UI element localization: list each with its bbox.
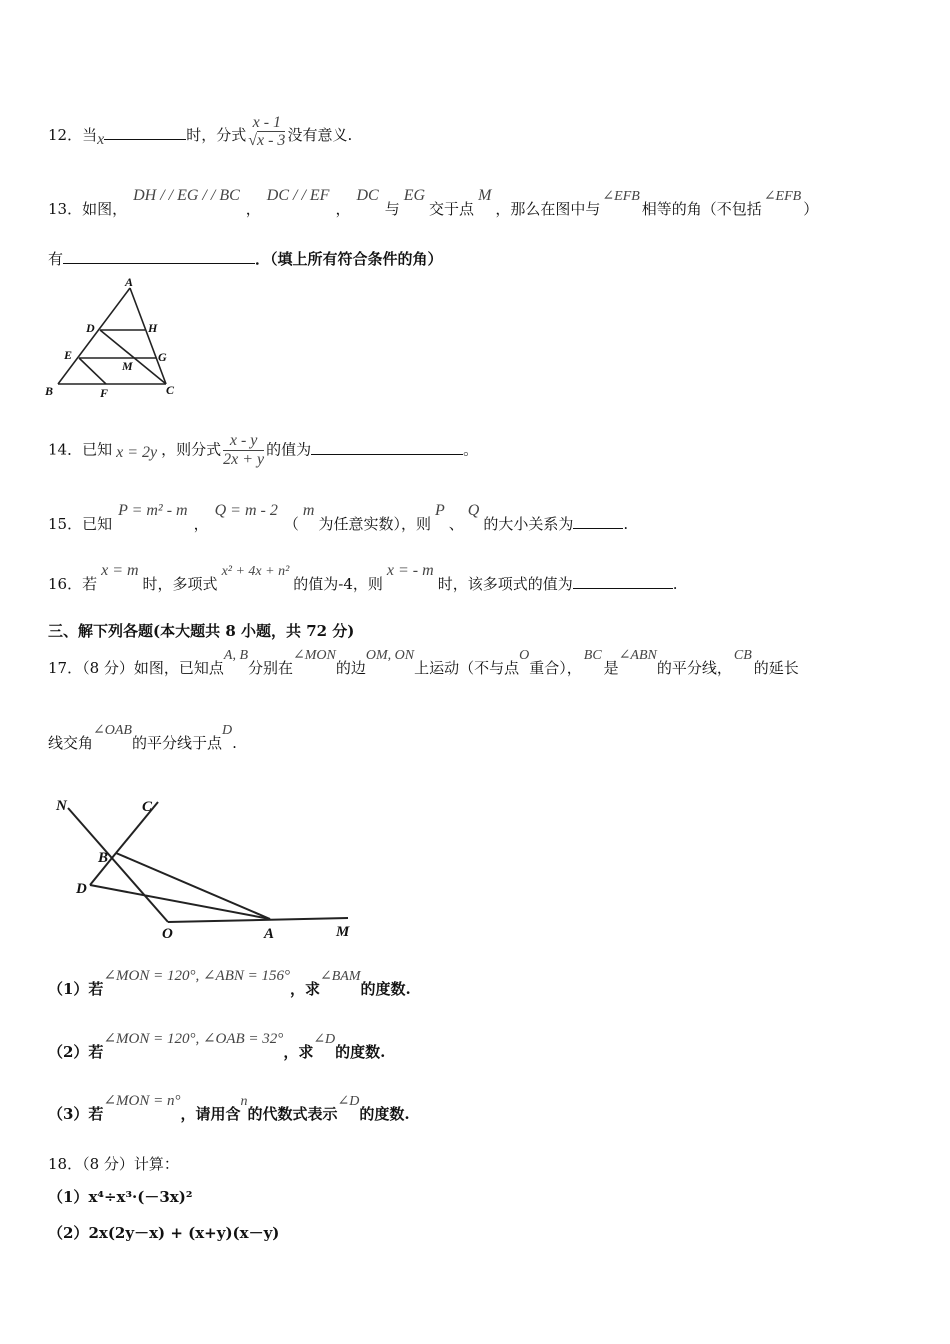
q17-sub1-condition: ∠MON = 120°, ∠ABN = 156° (103, 968, 290, 984)
q14-text: ，则分式 (161, 440, 222, 459)
q13-sep1: ， (245, 200, 261, 218)
q13-label-h: H (148, 321, 158, 335)
q17-sub3 (48, 1093, 410, 1124)
q17-label-c: C (142, 799, 153, 815)
q14-numerator: x - y (223, 432, 264, 451)
q13-and: 与 (384, 200, 400, 218)
q17-t3: 上运动（不与点 (414, 659, 520, 677)
q17-sub3-t3: 的度数. (359, 1105, 410, 1123)
q15-text2: 的大小关系为 (483, 515, 574, 533)
q13-line2 (48, 248, 443, 269)
q17-sub3-label: （3）若 (48, 1105, 104, 1123)
q13-label-c: C (166, 383, 175, 397)
q18-part2 (48, 1222, 279, 1243)
q12-var: x (97, 131, 105, 148)
q17-sub3-ask: ∠D (337, 1094, 360, 1109)
q17-sub1-ask: ∠BAM (320, 969, 361, 984)
q14-end: 。 (463, 440, 479, 459)
q17-sub1-t2: 的度数. (360, 980, 411, 998)
q17-sub1-t1: ，求 (289, 980, 320, 998)
q17-sub3-t2: 的代数式表示 (247, 1105, 338, 1123)
q17-l2a: 线交角 (48, 734, 94, 752)
q13-label-g: G (158, 350, 167, 364)
q13-answer-blank[interactable] (63, 249, 255, 264)
q12-text: 时，分式 (186, 126, 247, 144)
q17-sub2-t2: 的度数. (335, 1043, 386, 1061)
q12-radicand: x - 3 (257, 132, 286, 149)
q14-number: 14．已知 (48, 440, 113, 459)
q14-denominator: 2x + y (223, 451, 265, 468)
q13-note: ．（填上所有符合条件的角） (255, 250, 443, 268)
q12-number: 12．当 (48, 126, 98, 144)
q13-have: 有 (48, 250, 64, 268)
q16-answer-blank[interactable] (573, 574, 673, 589)
q17-label-d: D (76, 881, 87, 897)
q17-sub1 (48, 968, 411, 999)
q16-end: . (672, 575, 678, 593)
q13-number: 13．如图， (48, 200, 128, 218)
q13-then: ，那么在图中与 (495, 200, 601, 218)
q13-label-e: E (64, 348, 73, 362)
q15-paren: （ (283, 515, 299, 533)
q17-label-o: O (162, 926, 173, 942)
q13-label-a: A (125, 278, 134, 289)
q17-l2b: 的平分线于点 (131, 734, 222, 752)
q17-figure (48, 790, 368, 960)
q15-answer-blank[interactable] (573, 514, 623, 529)
q13-label-f: F (100, 386, 109, 398)
q13-angle: ∠EFB (602, 189, 640, 204)
q17-sub2 (48, 1031, 386, 1062)
q14-fraction (223, 432, 264, 469)
q17-sub3-t1: ，请用含 (180, 1105, 241, 1123)
q17-point-o: O (519, 648, 530, 663)
q17-t1: 分别在 (248, 659, 294, 677)
q13-equal-text: 相等的角（不包括 (641, 200, 762, 218)
q16-number: 16．若 (48, 575, 98, 593)
q13-figure (42, 278, 182, 398)
q15 (48, 502, 629, 534)
q17-angle-mon: ∠MON (293, 648, 336, 663)
q15-q-def: Q = m - 2 (214, 502, 278, 519)
q17-points-ab: A, B (223, 648, 249, 663)
q13-label-b: B (45, 384, 54, 398)
q17-label-n: N (56, 798, 67, 814)
q12-denominator (248, 132, 285, 150)
q13 (48, 187, 819, 219)
q12-text-end: 没有意义. (287, 126, 353, 144)
q17-line2 (48, 723, 237, 753)
q17-sub2-condition: ∠MON = 120°, ∠OAB = 32° (103, 1031, 284, 1047)
q15-m: m (302, 502, 315, 519)
q15-Q: Q (467, 502, 480, 519)
q17 (48, 648, 799, 678)
q17-label-m: M (336, 924, 350, 940)
q13-cond2: DC / / EF (266, 187, 330, 204)
q16-text2: 的值为-4，则 (293, 575, 383, 593)
q18-part2-expr: 2x(2y－x) + (x+y)(x－y) (88, 1224, 280, 1242)
q17-t5: 是 (603, 659, 619, 677)
q12-numerator: x - 1 (252, 114, 282, 131)
q14-condition: x = 2y (116, 443, 158, 461)
q13-close: ） (803, 200, 819, 218)
q13-angle2: ∠EFB (763, 189, 802, 204)
q17-bc: BC (583, 648, 602, 663)
q17-t4: 重合）， (529, 659, 582, 677)
q16-cond2: x = - m (386, 562, 434, 579)
section-header: 三、解下列各题(本大题共 8 小题，共 72 分) (48, 622, 355, 640)
q17-label-b: B (98, 850, 109, 866)
q17-sub2-t1: ，求 (283, 1043, 314, 1061)
q17-cb: CB (733, 648, 752, 663)
q17-t2: 的边 (335, 659, 366, 677)
q16-polynomial: x² + 4x + n² (221, 564, 290, 579)
q17-sub3-n: n (240, 1094, 248, 1109)
q13-meet: 交于点 (429, 200, 475, 218)
q17-sub3-condition: ∠MON = n° (103, 1093, 181, 1109)
q18-number: 18．（8 分）计算： (48, 1155, 179, 1173)
q13-point-m: M (478, 187, 492, 204)
q15-sep: ， (193, 515, 209, 533)
q12-answer-blank[interactable] (104, 125, 186, 140)
q16 (48, 562, 678, 594)
q16-text3: 时，该多项式的值为 (437, 575, 573, 593)
q15-number: 15．已知 (48, 515, 113, 533)
q18 (48, 1153, 179, 1174)
q15-text: 为任意实数），则 (318, 515, 431, 533)
q18-part2-label: （2） (48, 1224, 89, 1242)
q17-angle-oab: ∠OAB (93, 723, 132, 738)
q17-label-a: A (264, 926, 275, 942)
q17-angle-abn: ∠ABN (618, 648, 657, 663)
q17-l2c: . (232, 734, 237, 752)
q14-answer-blank[interactable] (311, 440, 463, 455)
q13-cond1: DH / / EG / / BC (133, 187, 240, 204)
q12 (48, 114, 353, 154)
q13-dc: DC (356, 187, 379, 204)
q15-end: . (623, 515, 629, 533)
q13-eg: EG (403, 187, 426, 204)
q17-t6: 的平分线， (656, 659, 732, 677)
q16-cond1: x = m (101, 562, 139, 579)
q17-sides: OM, ON (365, 648, 415, 663)
q17-t7: 的延长 (753, 659, 799, 677)
q13-sep2: ， (335, 200, 351, 218)
q13-label-m: M (122, 359, 133, 373)
q18-part1-label: （1） (48, 1188, 89, 1206)
q16-text: 时，多项式 (142, 575, 218, 593)
q17-number: 17．（8 分）如图，已知点 (48, 659, 224, 677)
q18-part1 (48, 1186, 192, 1207)
q17-point-d: D (221, 723, 233, 738)
sqrt-icon: √ (248, 132, 257, 149)
q12-fraction (248, 114, 285, 150)
q17-sub2-ask: ∠D (313, 1032, 336, 1047)
q15-p-def: P = m² - m (118, 502, 188, 519)
q14 (48, 432, 478, 469)
q13-label-d: D (86, 321, 95, 335)
q17-sub2-label: （2）若 (48, 1043, 104, 1061)
q15-sep2: 、 (448, 515, 464, 533)
q15-P: P (434, 502, 445, 519)
q18-part1-expr: x⁴÷x³·(－3x)² (88, 1188, 193, 1206)
q17-sub1-label: （1）若 (48, 980, 104, 998)
q14-text2: 的值为 (266, 440, 312, 459)
